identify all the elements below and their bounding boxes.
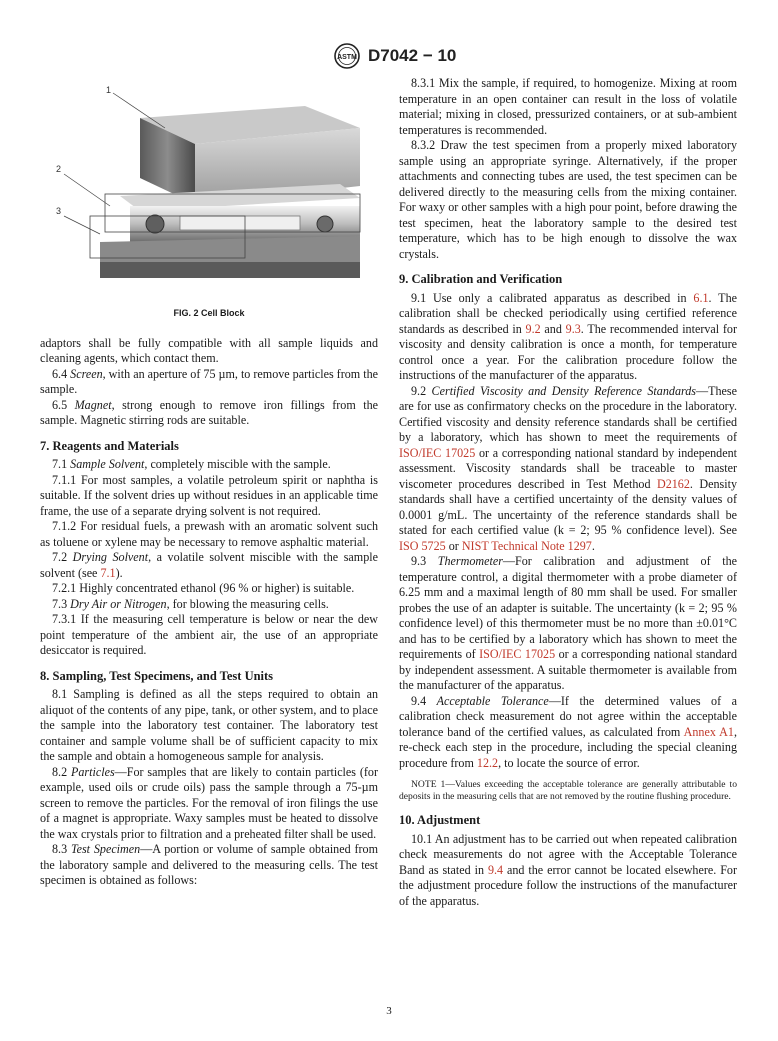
paragraph-10-1: 10.1 An adjustment has to be carried out when repeated calibration check measurements do not agree with the Acceptable Tolerance Band as stated in 9.4 and the error cannot be located elsewhere. For the adjustment procedure follow the instructions of the manufacturer of the apparatus. xyxy=(399,831,737,908)
paragraph-8-1: 8.1 Sampling is defined as all the steps required to obtain an aliquot of the contents of any pipe, tank, or other system, and to place the sample into the laboratory test container. The laboratory test container and sample volume shall be of sufficient capacity to mix the sample and obtain a homogeneous sample for analysis. xyxy=(40,687,378,763)
figure-label-3: 3 xyxy=(56,206,62,216)
paragraph-7-1: 7.1 Sample Solvent, completely miscible with the sample. xyxy=(52,457,331,471)
link-d2162[interactable]: D2162 xyxy=(656,476,690,491)
figure-label-2: 2 xyxy=(56,164,62,174)
link-7-1[interactable]: 7.1 xyxy=(100,565,116,580)
paragraph-8-3-1: 8.3.1 Mix the sample, if required, to homogenize. Mixing at room temperature in an open container can result in the loss of volatile material; mixing in closed, pressurized containers, or at sub-ambient temperatures is recommended. xyxy=(399,76,737,137)
paragraph-7-3: 7.3 Dry Air or Nitrogen, for blowing the measuring cells. xyxy=(52,596,329,611)
link-annex-a1[interactable]: Annex A1 xyxy=(683,724,734,739)
paragraph-7-1-2: 7.1.2 For residual fuels, a prewash with an aromatic solvent such as toluene or xylene may be necessary to remove asphaltic material. xyxy=(40,519,378,549)
right-column xyxy=(399,76,737,909)
paragraph-7-2-1: 7.2.1 Highly concentrated ethanol (96 % or higher) is suitable. xyxy=(52,581,355,595)
paragraph-6-5: 6.5 Magnet, strong enough to remove iron fillings from the sample. Magnetic stirring rods are suitable. xyxy=(40,397,378,427)
link-nist-note-1297[interactable]: NIST Technical Note 1297 xyxy=(461,538,592,553)
paragraph-7-3-1: 7.3.1 If the measuring cell temperature is below or near the dew point temperature of the ambient air, the use of an appropriate desiccator is required. xyxy=(40,612,378,657)
paragraph-9-3: 9.3 Thermometer—For calibration and adjustment of the temperature control, a digital thermometer with a probe diameter of 6.25 mm and a maximal length of 80 mm shall be used. For smaller probes the use of an adapter is suitable. The uncertainty (k = 2; 95 % confidence level) of this thermometer must be no more than ±0.01°C and has to be certified by a laboratory which has shown to meet the requirements of ISO/IEC 17025 or a corresponding national standard by independent assessment. A suitable thermometer is available from the manufacturer of the apparatus. xyxy=(399,554,737,692)
section-heading-8: 8. Sampling, Test Specimens, and Test Units xyxy=(40,668,274,683)
paragraph-7-1-1: 7.1.1 For most samples, a volatile petroleum spirit or naphtha is suitable. If the solvent dries up without residues in an applicable time frame, the use of a separate drying solvent is not required. xyxy=(40,472,378,518)
paragraph-8-3: 8.3 Test Specimen—A portion or volume of sample obtained from the laboratory sample and delivered to the measuring cells. The test specimen is obtained as follows: xyxy=(40,842,378,887)
document-id: D7042 − 10 xyxy=(368,46,457,65)
link-12-2[interactable]: 12.2 xyxy=(476,755,499,770)
svg-text:ASTM: ASTM xyxy=(337,54,357,61)
paragraph-9-2: 9.2 Certified Viscosity and Density Reference Standards—These are for use as confirmatory checks on the procedure in the laboratory. Certified viscosity and density reference standards shall be certified by a laboratory, which has shown to meet the requirements of ISO/IEC 17025 or a corresponding national standard by independent assessment. Viscosity standards shall be traceable to master viscometer procedures described in Test Method D2162. Density standards shall have a certified uncertainty of the density values of 0.0001 g/mL. The uncertainty of the reference standards shall be stated for each certified value (k = 2; 95 % confidence level). See ISO 5725 or NIST Technical Note 1297. xyxy=(399,383,738,553)
link-6-1[interactable]: 6.1 xyxy=(693,290,709,305)
paragraph-9-4: 9.4 Acceptable Tolerance—If the determined values of a calibration check measurement do not agree within the acceptable tolerance band of the certified values, as calculated from Annex A1, re-check each step in the procedure, including the special cleaning procedure from 12.2, to locate the source of error. xyxy=(399,693,737,770)
section-heading-9: 9. Calibration and Verification xyxy=(399,272,563,286)
cell-block-illustration xyxy=(40,66,378,298)
paragraph-6-4: 6.4 Screen, with an aperture of 75 µm, to remove particles from the sample. xyxy=(40,366,378,396)
paragraph-9-1: 9.1 Use only a calibrated apparatus as described in 6.1. The calibration shall be checked periodically using certified reference standards as described in 9.2 and 9.3. The recommended interval for viscosity and density calibration is once a month, for temperature control once a year. For the calibration procedure follow the instructions of the manufacturer of the apparatus. xyxy=(399,290,737,382)
page-number: 3 xyxy=(386,1005,392,1017)
cell-block-figure xyxy=(40,66,378,298)
section-heading-10: 10. Adjustment xyxy=(399,813,481,828)
paragraph-8-2: 8.2 Particles—For samples that are likely to contain particles (for example, used oils or crude oils) pass the sample through a 75-µm screen to remove the particles. For the removal of iron filings the use of a magnet is appropriate. Waxy samples must be heated to dissolve the wax crystals prior to filtration and a preheated filter shall be used. xyxy=(40,764,378,841)
link-iso-iec-17025[interactable]: ISO/IEC 17025 xyxy=(399,445,476,460)
link-iso-iec-17025-b[interactable]: ISO/IEC 17025 xyxy=(479,647,556,661)
paragraph-continued: adaptors shall be fully compatible with all sample liquids and cleaning agents, which contact them. xyxy=(40,335,378,365)
paragraph-7-2: 7.2 Drying Solvent, a volatile solvent miscible with the sample solvent (see 7.1). xyxy=(40,550,378,580)
left-column xyxy=(40,66,378,889)
link-9-4[interactable]: 9.4 xyxy=(487,862,504,877)
link-9-3[interactable]: 9.3 xyxy=(565,321,581,336)
figure-caption: FIG. 2 Cell Block xyxy=(173,308,245,318)
figure-label-1: 1 xyxy=(106,85,112,95)
paragraph-8-3-2: 8.3.2 Draw the test specimen from a properly mixed laboratory sample using an appropriate syringe. Alternatively, if the proper attachments and connecting tubes are used, the test specimen can be delivered directly to the measuring cells from the mixing container. For waxy or other samples with a high pour point, before drawing the test specimen, heat the laboratory sample to the desired test temperature, which has to be high enough to dissolve the wax crystals. xyxy=(399,138,737,261)
link-9-2[interactable]: 9.2 xyxy=(525,321,541,336)
link-iso-5725[interactable]: ISO 5725 xyxy=(399,538,446,553)
note-1: NOTE 1—Values exceeding the acceptable tolerance are generally attributable to deposits in the measuring cells that are not removed by the routine flushing procedure. xyxy=(399,779,737,803)
section-heading-7: 7. Reagents and Materials xyxy=(40,438,179,453)
